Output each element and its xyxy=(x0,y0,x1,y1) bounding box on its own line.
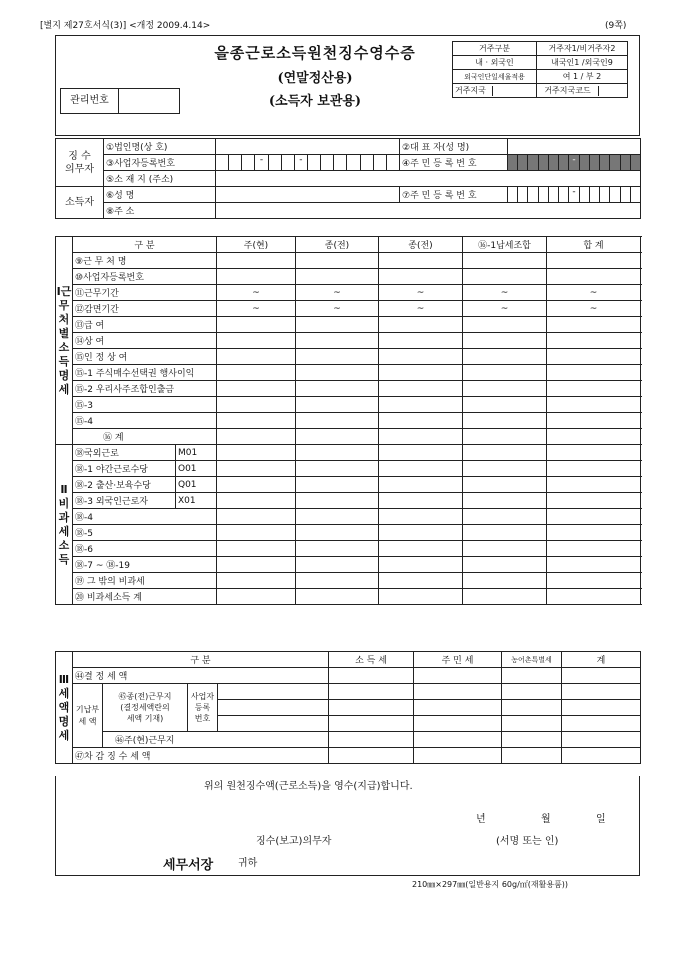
sec1-cell[interactable] xyxy=(463,381,547,397)
certification-box xyxy=(55,776,640,876)
mgmt-number-input[interactable] xyxy=(119,89,179,113)
sec1-row-label: ⑨근 무 처 명 xyxy=(73,253,217,269)
date-month-label: 월 xyxy=(541,814,551,825)
prev-total-3[interactable] xyxy=(562,716,641,732)
sec1-row-label: ⑩사업자등록번호 xyxy=(73,269,217,285)
residence-table xyxy=(452,41,628,98)
sec1-cell[interactable] xyxy=(463,349,547,365)
sec2-cell[interactable] xyxy=(296,541,379,557)
sec1-cell[interactable] xyxy=(217,253,296,269)
sec1-cell[interactable] xyxy=(217,349,296,365)
sec2-cell[interactable] xyxy=(379,445,463,461)
sec3-header-rural-tax: 농어촌특별세 xyxy=(502,652,562,668)
sec1-cell[interactable] xyxy=(296,333,379,349)
sec1-cell[interactable] xyxy=(547,269,641,285)
corp-name-input[interactable] xyxy=(216,139,400,155)
curr-rural-tax[interactable] xyxy=(502,732,562,748)
earner-name-input[interactable] xyxy=(216,187,400,203)
sec1-cell[interactable] xyxy=(547,413,641,429)
form-number: [별지 제27호서식(3)] <개정 2009.4.14> xyxy=(40,21,211,31)
header-block xyxy=(55,35,640,136)
sec1-row-label: ⑬급 여 xyxy=(73,317,217,333)
sec2-cell[interactable] xyxy=(296,509,379,525)
form-subtitle-1: (연말정산용) xyxy=(277,71,353,86)
payer-resno-label: ④주 민 등 록 번 호 xyxy=(400,155,508,171)
sec1-cell[interactable] xyxy=(547,429,641,445)
sec2-cell[interactable] xyxy=(463,589,547,605)
prev-income-tax-2[interactable] xyxy=(329,700,414,716)
form-subtitle-2: (소득자 보관용) xyxy=(268,94,362,109)
sec1-row-label: ⑮-4 xyxy=(73,413,217,429)
country-label: 거주지국 xyxy=(453,86,493,96)
sec2-cell[interactable] xyxy=(217,461,296,477)
prev-rural-tax-1[interactable] xyxy=(502,684,562,700)
earner-address-input[interactable] xyxy=(216,203,641,219)
determined-total[interactable] xyxy=(562,668,641,684)
payer-earner-table xyxy=(55,138,641,219)
residence-type-value[interactable]: 거주자1/비거주자2 xyxy=(537,42,628,56)
payer-label: 징 수 의무자 xyxy=(56,139,104,187)
sec1-cell[interactable]: ~ xyxy=(296,285,379,301)
prev-rural-tax-2[interactable] xyxy=(502,700,562,716)
sec2-cell[interactable] xyxy=(379,525,463,541)
sec1-cell[interactable] xyxy=(217,413,296,429)
sec2-cell[interactable] xyxy=(379,493,463,509)
sec1-cell[interactable]: ~ xyxy=(547,301,641,317)
sec2-cell[interactable] xyxy=(547,509,641,525)
payer-address-input[interactable] xyxy=(216,171,641,187)
sec1-cell[interactable] xyxy=(217,397,296,413)
sec1-cell[interactable] xyxy=(217,429,296,445)
sec1-row-label: ⑮-1 주식매수선택권 행사이익 xyxy=(73,365,217,381)
sec1-row-label: ⑮인 정 상 여 xyxy=(73,349,217,365)
sec2-cell[interactable] xyxy=(379,589,463,605)
sec1-cell[interactable] xyxy=(463,269,547,285)
sec1-header-col-4: ⑯-1납세조합 xyxy=(463,237,547,253)
sec1-cell[interactable]: ~ xyxy=(217,285,296,301)
sec3-header-income-tax: 소 득 세 xyxy=(329,652,414,668)
tax-office-head: 세무서장 xyxy=(163,858,214,873)
sec2-cell[interactable] xyxy=(463,573,547,589)
earner-resno-label: ⑦주 민 등 록 번 호 xyxy=(400,187,508,203)
form-title: 을종근로소득원천징수영수증 xyxy=(214,44,416,62)
payer-resno-input[interactable]: - xyxy=(508,155,641,171)
sec1-cell[interactable] xyxy=(463,397,547,413)
sec1-cell[interactable] xyxy=(296,269,379,285)
curr-total[interactable] xyxy=(562,732,641,748)
sec1-cell[interactable]: ~ xyxy=(296,301,379,317)
sec2-row-label: ⑱-2 출산·보육수당 xyxy=(73,477,176,493)
net-income-tax[interactable] xyxy=(329,748,414,764)
sec1-cell[interactable] xyxy=(379,381,463,397)
prev-income-tax-1[interactable] xyxy=(329,684,414,700)
sec2-cell[interactable] xyxy=(296,493,379,509)
sec2-cell[interactable] xyxy=(547,589,641,605)
residence-type-label: 거주구분 xyxy=(453,42,537,56)
sec1-row-label: ⑫감면기간 xyxy=(73,301,217,317)
sec1-cell[interactable] xyxy=(379,349,463,365)
sec2-cell[interactable] xyxy=(296,573,379,589)
rep-name-input[interactable] xyxy=(508,139,641,155)
payer-sign-label: 징수(보고)의무자 xyxy=(256,836,332,847)
sec2-row-label: ⑱-1 야간근로수당 xyxy=(73,461,176,477)
sec1-cell[interactable] xyxy=(463,317,547,333)
prev-total-2[interactable] xyxy=(562,700,641,716)
sec2-row-label: ⑱-7 ~ ⑱-19 xyxy=(73,557,217,573)
biz-reg-input[interactable]: - - xyxy=(216,155,400,171)
paper-spec: 210㎜×297㎜(일반용지 60g/㎡(재활용품)) xyxy=(412,880,569,889)
determined-income-tax[interactable] xyxy=(329,668,414,684)
sec2-cell[interactable] xyxy=(217,445,296,461)
sec1-cell[interactable] xyxy=(547,253,641,269)
sec1-cell[interactable] xyxy=(379,365,463,381)
determined-tax-label: ㊹결 정 세 액 xyxy=(73,668,329,684)
sec2-row-label: ⑱-4 xyxy=(73,509,217,525)
honorific: 귀하 xyxy=(238,858,258,869)
sec2-cell[interactable] xyxy=(296,445,379,461)
sec1-cell[interactable] xyxy=(379,269,463,285)
prev-income-tax-3[interactable] xyxy=(329,716,414,732)
rep-name-label: ②대 표 자(성 명) xyxy=(400,139,508,155)
sec2-row-code: Q01 xyxy=(176,477,217,493)
sec2-row-label: ⑱-5 xyxy=(73,525,217,541)
prev-rural-tax-3[interactable] xyxy=(502,716,562,732)
corp-name-label: ①법인명(상 호) xyxy=(104,139,216,155)
signature-label[interactable]: (서명 또는 인) xyxy=(496,836,559,847)
sec2-row-code: O01 xyxy=(176,461,217,477)
sec2-cell[interactable] xyxy=(547,573,641,589)
sec2-row-label: ⑱-6 xyxy=(73,541,217,557)
nationality-label: 내 · 외국인 xyxy=(453,56,537,70)
sec1-cell[interactable] xyxy=(547,365,641,381)
sec1-header-item: 구 분 xyxy=(73,237,217,253)
tax-table xyxy=(55,651,641,764)
sec1-cell[interactable] xyxy=(217,381,296,397)
sec1-cell[interactable] xyxy=(296,381,379,397)
sec2-cell[interactable] xyxy=(296,557,379,573)
sec2-cell[interactable] xyxy=(217,541,296,557)
sec2-cell[interactable] xyxy=(217,509,296,525)
sec1-header-col-2: 종(전) xyxy=(296,237,379,253)
sec2-cell[interactable] xyxy=(547,445,641,461)
prev-resident-tax-1[interactable] xyxy=(414,684,502,700)
sec1-cell[interactable] xyxy=(296,317,379,333)
net-resident-tax[interactable] xyxy=(414,748,502,764)
date-day-label: 일 xyxy=(596,814,606,825)
net-total[interactable] xyxy=(562,748,641,764)
sec2-row-code: M01 xyxy=(176,445,217,461)
country-input[interactable] xyxy=(493,86,536,96)
sec2-cell[interactable] xyxy=(547,541,641,557)
sec2-cell[interactable] xyxy=(547,493,641,509)
sec1-cell[interactable] xyxy=(296,397,379,413)
section-2-label: Ⅱ비과세소득 xyxy=(56,445,73,605)
sec2-cell[interactable] xyxy=(463,525,547,541)
sec1-cell[interactable] xyxy=(463,333,547,349)
sec2-cell[interactable] xyxy=(463,557,547,573)
sec2-cell[interactable] xyxy=(379,509,463,525)
sec2-cell[interactable] xyxy=(463,541,547,557)
sec2-row-label: ⑳ 비과세소득 계 xyxy=(73,589,217,605)
sec2-cell[interactable] xyxy=(463,461,547,477)
sec1-cell[interactable]: ~ xyxy=(463,301,547,317)
sec1-cell[interactable] xyxy=(296,253,379,269)
sec1-header-col-1: 주(현) xyxy=(217,237,296,253)
certification-statement: 위의 원천징수액(근로소득)을 영수(지급)합니다. xyxy=(204,781,413,792)
sec2-row-code: X01 xyxy=(176,493,217,509)
sec2-cell[interactable] xyxy=(463,477,547,493)
sec1-cell[interactable] xyxy=(296,413,379,429)
mgmt-number-label: 관리번호 xyxy=(61,89,119,113)
sec1-row-label: ⑯ 계 xyxy=(73,429,217,445)
sec2-cell[interactable] xyxy=(217,477,296,493)
sec2-cell[interactable] xyxy=(379,557,463,573)
sec1-row-label: ⑭상 여 xyxy=(73,333,217,349)
sec1-cell[interactable] xyxy=(379,413,463,429)
sec2-cell[interactable] xyxy=(296,477,379,493)
sec1-cell[interactable]: ~ xyxy=(379,285,463,301)
mgmt-number-box xyxy=(60,88,180,114)
sec1-cell[interactable] xyxy=(463,429,547,445)
sec2-cell[interactable] xyxy=(379,461,463,477)
sec2-cell[interactable] xyxy=(217,493,296,509)
sec1-cell[interactable] xyxy=(217,365,296,381)
sec1-row-label: ⑮-3 xyxy=(73,397,217,413)
prev-bizreg-input-1[interactable] xyxy=(218,684,329,700)
sec3-header-resident-tax: 주 민 세 xyxy=(414,652,502,668)
prev-bizreg-label: 사업자 등록 번호 xyxy=(188,684,218,732)
income-table xyxy=(55,236,641,605)
sec1-cell[interactable] xyxy=(379,397,463,413)
sec2-cell[interactable] xyxy=(463,493,547,509)
prev-bizreg-input-3[interactable] xyxy=(218,716,329,732)
earner-label: 소득자 xyxy=(56,187,104,219)
page-count: (9쪽) xyxy=(605,21,627,31)
sec2-cell[interactable] xyxy=(296,461,379,477)
prev-resident-tax-3[interactable] xyxy=(414,716,502,732)
sec1-cell[interactable]: ~ xyxy=(217,301,296,317)
sec2-cell[interactable] xyxy=(547,461,641,477)
current-work-label: ㊻주(현)근무지 xyxy=(103,732,329,748)
sec1-row-label: ⑮-2 우리사주조합인출금 xyxy=(73,381,217,397)
date-year-label: 년 xyxy=(476,814,486,825)
sec2-cell[interactable] xyxy=(547,557,641,573)
sec1-cell[interactable] xyxy=(463,365,547,381)
sec2-cell[interactable] xyxy=(379,477,463,493)
sec1-cell[interactable] xyxy=(547,333,641,349)
prev-total-1[interactable] xyxy=(562,684,641,700)
curr-resident-tax[interactable] xyxy=(414,732,502,748)
sec2-row-label: ⑲ 그 밖의 비과세 xyxy=(73,573,217,589)
earner-name-label: ⑥성 명 xyxy=(104,187,216,203)
sec1-cell[interactable] xyxy=(217,269,296,285)
net-tax-label: ㊼차 감 징 수 세 액 xyxy=(73,748,329,764)
sec2-cell[interactable] xyxy=(463,445,547,461)
sec2-cell[interactable] xyxy=(547,525,641,541)
sec1-cell[interactable] xyxy=(296,429,379,445)
sec1-cell[interactable] xyxy=(547,381,641,397)
payer-address-label: ⑤소 재 지 (주소) xyxy=(104,171,216,187)
sec1-cell[interactable] xyxy=(547,317,641,333)
sec1-cell[interactable] xyxy=(547,397,641,413)
country-code-input[interactable] xyxy=(599,86,627,96)
nationality-value[interactable]: 내국인1 /외국인9 xyxy=(537,56,628,70)
net-rural-tax[interactable] xyxy=(502,748,562,764)
sec1-cell[interactable] xyxy=(463,413,547,429)
prepaid-tax-label: 기납부 세 액 xyxy=(73,684,103,748)
sec2-cell[interactable] xyxy=(463,509,547,525)
prev-work-label: ㊺종(전)근무지 (결정세액란의 세액 기재) xyxy=(103,684,188,732)
earner-address-label: ⑧주 소 xyxy=(104,203,216,219)
sec1-cell[interactable] xyxy=(217,333,296,349)
sec1-cell[interactable] xyxy=(379,317,463,333)
sec3-header-total: 계 xyxy=(562,652,641,668)
sec1-row-label: ⑪근무기간 xyxy=(73,285,217,301)
sec2-cell[interactable] xyxy=(379,573,463,589)
sec2-cell[interactable] xyxy=(296,589,379,605)
sec2-cell[interactable] xyxy=(296,525,379,541)
section-3-label: Ⅲ세액명세 xyxy=(56,652,73,764)
sec1-cell[interactable] xyxy=(296,365,379,381)
sec1-cell[interactable]: ~ xyxy=(547,285,641,301)
sec2-cell[interactable] xyxy=(217,557,296,573)
sec1-cell[interactable] xyxy=(379,253,463,269)
sec1-cell[interactable] xyxy=(296,349,379,365)
sec2-cell[interactable] xyxy=(547,477,641,493)
flat-rate-value[interactable]: 여 1 / 부 2 xyxy=(537,70,628,84)
curr-income-tax[interactable] xyxy=(329,732,414,748)
prev-bizreg-input-2[interactable] xyxy=(218,700,329,716)
sec2-cell[interactable] xyxy=(217,573,296,589)
flat-rate-label: 외국인단일세율적용 xyxy=(453,70,537,84)
section-1-label: Ⅰ근무처별소득명세 xyxy=(56,237,73,445)
sec1-cell[interactable] xyxy=(379,333,463,349)
sec1-cell[interactable] xyxy=(463,253,547,269)
sec1-cell[interactable] xyxy=(217,317,296,333)
sec1-header-col-5: 합 계 xyxy=(547,237,641,253)
sec1-header-col-3: 종(전) xyxy=(379,237,463,253)
sec2-row-label: ⑱국외근로 xyxy=(73,445,176,461)
sec2-cell[interactable] xyxy=(217,525,296,541)
sec1-cell[interactable]: ~ xyxy=(463,285,547,301)
sec1-cell[interactable]: ~ xyxy=(379,301,463,317)
sec2-cell[interactable] xyxy=(217,589,296,605)
determined-resident-tax[interactable] xyxy=(414,668,502,684)
determined-rural-tax[interactable] xyxy=(502,668,562,684)
sec2-row-label: ⑱-3 외국인근로자 xyxy=(73,493,176,509)
earner-resno-input[interactable]: - xyxy=(508,187,641,203)
sec1-cell[interactable] xyxy=(379,429,463,445)
sec3-header-item: 구 분 xyxy=(73,652,329,668)
country-code-label: 거주지국코드 xyxy=(537,86,599,96)
prev-resident-tax-2[interactable] xyxy=(414,700,502,716)
sec2-cell[interactable] xyxy=(379,541,463,557)
biz-reg-label: ③사업자등록번호 xyxy=(104,155,216,171)
sec1-cell[interactable] xyxy=(547,349,641,365)
